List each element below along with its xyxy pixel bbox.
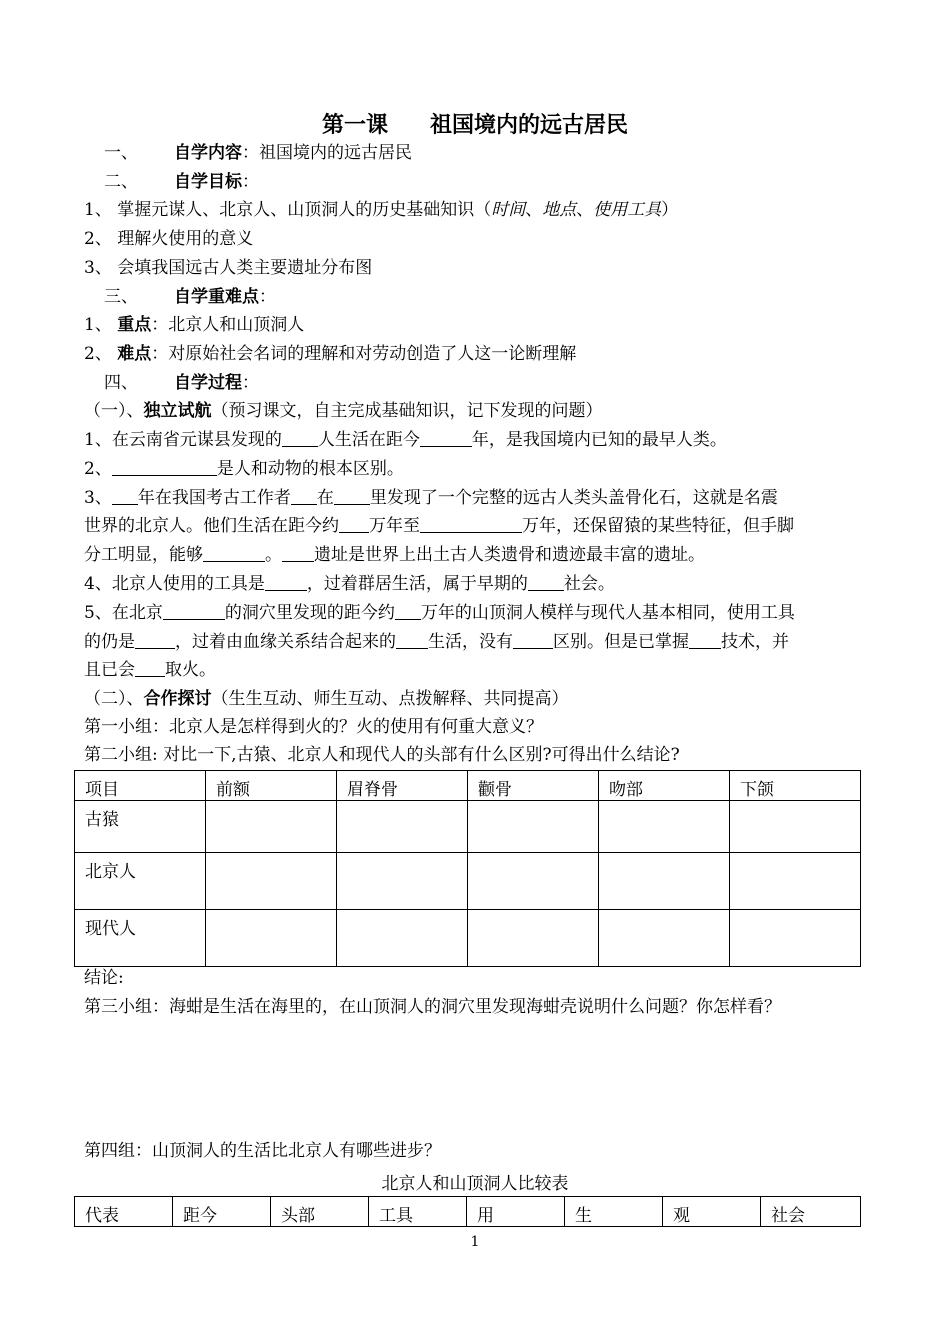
answer-blank[interactable] <box>528 574 564 591</box>
table-cell[interactable] <box>730 801 861 853</box>
table-header-cell: 眉脊骨 <box>337 771 468 801</box>
table-header-cell: 项目 <box>75 771 206 801</box>
table-cell[interactable] <box>730 853 861 910</box>
comparison-table-skull <box>74 770 861 967</box>
table-header-cell: 吻部 <box>599 771 730 801</box>
answer-blank[interactable] <box>203 545 265 562</box>
answer-blank[interactable] <box>513 632 553 649</box>
question-5-line-2: 的仍是 ，过着由血缘关系结合起来的 生活，没有 区别。但是已掌握 技术，并 <box>84 632 789 652</box>
answer-blank[interactable] <box>291 488 317 505</box>
answer-blank[interactable] <box>282 430 318 447</box>
question-4: 4、北京人使用的工具是 ，过着群居生活，属于早期的 社会。 <box>84 574 615 594</box>
key-point: 1、 重点：北京人和山顶洞人 <box>84 315 305 335</box>
answer-blank[interactable] <box>689 632 721 649</box>
page-title: 第一课 祖国境内的远古居民 <box>321 113 629 138</box>
question-5-line-3: 且已会 取火。 <box>84 660 216 680</box>
answer-blank[interactable] <box>163 603 225 620</box>
table-header-cell: 生 <box>565 1197 663 1227</box>
answer-blank[interactable] <box>334 488 370 505</box>
answer-blank[interactable] <box>135 660 165 677</box>
table-header-cell: 社会 <box>761 1197 861 1227</box>
table-cell[interactable] <box>730 910 861 967</box>
table-header-cell: 代表 <box>75 1197 173 1227</box>
table-cell[interactable] <box>206 910 337 967</box>
table-row <box>75 801 861 853</box>
table-cell[interactable] <box>468 801 599 853</box>
table-cell[interactable] <box>337 910 468 967</box>
question-1: 1、在云南省元谋县发现的 人生活在距今 年，是我国境内已知的最早人类。 <box>84 430 727 450</box>
answer-blank[interactable] <box>420 516 522 533</box>
question-3-line-2: 世界的北京人。他们生活在距今约 万年至 万年，还保留猿的某些特征，但手脚 <box>84 516 794 536</box>
table-header-row <box>75 1197 861 1227</box>
answer-blank[interactable] <box>112 488 138 505</box>
goal-2: 2、 理解火使用的意义 <box>84 229 254 249</box>
question-2: 2、 是人和动物的根本区别。 <box>84 459 404 479</box>
table-cell[interactable] <box>468 910 599 967</box>
goal-1: 1、 掌握元谋人、北京人、山顶洞人的历史基础知识（时间、地点、使用工具） <box>84 200 679 220</box>
row-label: 古猿 <box>75 801 206 853</box>
table-header-cell: 距今 <box>173 1197 271 1227</box>
table-cell[interactable] <box>337 853 468 910</box>
goal-3: 3、 会填我国远古人类主要遗址分布图 <box>84 258 373 278</box>
table-cell[interactable] <box>468 853 599 910</box>
table-cell[interactable] <box>599 853 730 910</box>
table-header-cell: 用 <box>467 1197 565 1227</box>
page-number: 1 <box>470 1234 480 1250</box>
section-1: 一、 自学内容：祖国境内的远古居民 <box>104 143 412 163</box>
answer-blank[interactable] <box>112 459 217 476</box>
part-1-heading: （一）、独立试航（预习课文，自主完成基础知识，记下发现的问题） <box>84 401 603 421</box>
answer-blank[interactable] <box>265 574 307 591</box>
question-3-line-3: 分工明显，能够 。 遗址是世界上出土古人类遗骨和遗迹最丰富的遗址。 <box>84 545 705 565</box>
table-cell[interactable] <box>599 910 730 967</box>
group-4-question: 第四组：山顶洞人的生活比北京人有哪些进步？ <box>84 1141 441 1161</box>
row-label: 北京人 <box>75 853 206 910</box>
table-cell[interactable] <box>337 801 468 853</box>
table-header-cell: 观 <box>663 1197 761 1227</box>
difficult-point: 2、 难点：对原始社会名词的理解和对劳动创造了人这一论断理解 <box>84 344 577 364</box>
table-row <box>75 910 861 967</box>
table-header-cell: 工具 <box>369 1197 467 1227</box>
table-cell[interactable] <box>599 801 730 853</box>
table-caption: 北京人和山顶洞人比较表 <box>381 1174 569 1194</box>
question-5-line-1: 5、在北京 的洞穴里发现的距今约 万年的山顶洞人模样与现代人基本相同，使用工具 <box>84 603 795 623</box>
answer-blank[interactable] <box>282 545 314 562</box>
answer-blank[interactable] <box>395 603 421 620</box>
table-row <box>75 853 861 910</box>
group-1-question: 第一小组：北京人是怎样得到火的？火的使用有何重大意义？ <box>84 717 543 737</box>
section-4: 四、 自学过程： <box>104 373 259 393</box>
group-2-question: 第二小组: 对比一下,古猿、北京人和现代人的头部有什么区别?可得出什么结论? <box>84 745 680 765</box>
table-header-cell: 下颌 <box>730 771 861 801</box>
table-header-row <box>75 771 861 801</box>
answer-blank[interactable] <box>339 516 369 533</box>
table-header-cell: 头部 <box>271 1197 369 1227</box>
row-label: 现代人 <box>75 910 206 967</box>
answer-blank[interactable] <box>135 632 175 649</box>
answer-blank[interactable] <box>420 430 472 447</box>
part-2-heading: （二）、合作探讨（生生互动、师生互动、点拨解释、共同提高） <box>84 689 569 709</box>
group-3-question: 第三小组：海蚶是生活在海里的，在山顶洞人的洞穴里发现海蚶壳说明什么问题？你怎样看？ <box>84 997 781 1017</box>
table-cell[interactable] <box>206 801 337 853</box>
table-header-cell: 前额 <box>206 771 337 801</box>
section-3: 三、 自学重难点： <box>104 287 276 307</box>
conclusion-label: 结论: <box>84 968 124 988</box>
section-2: 二、 自学目标： <box>104 172 259 192</box>
table-cell[interactable] <box>206 853 337 910</box>
comparison-table-people <box>74 1196 861 1227</box>
answer-blank[interactable] <box>396 632 428 649</box>
table-header-cell: 颧骨 <box>468 771 599 801</box>
question-3-line-1: 3、 年在我国考古工作者 在 里发现了一个完整的远古人类头盖骨化石，这就是名震 <box>84 488 778 508</box>
